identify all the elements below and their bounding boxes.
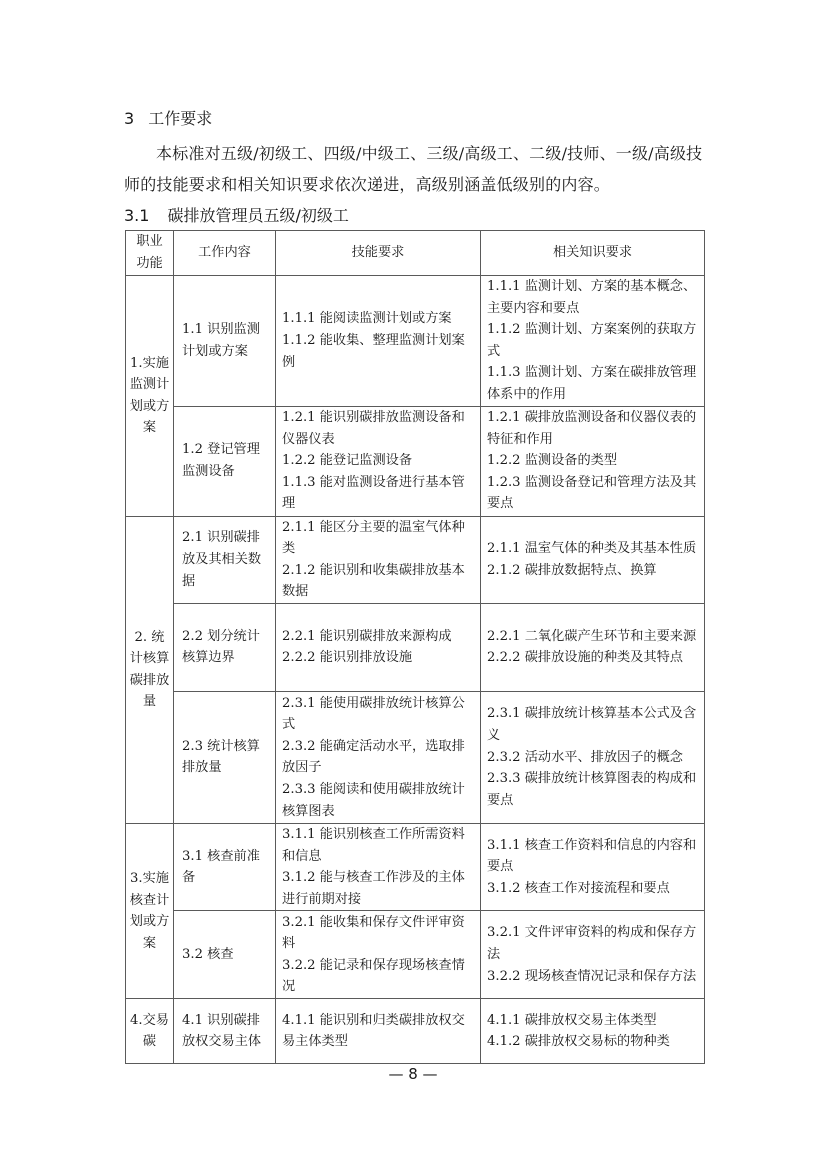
knowledge-requirements-cell	[481, 823, 705, 910]
skill-requirements-cell	[276, 276, 481, 407]
subsection-heading	[124, 203, 349, 226]
skill-requirements-cell	[276, 911, 481, 999]
requirement-line: 2.2.2 能识别排放设施	[282, 650, 413, 666]
skill-requirements-cell	[276, 999, 481, 1064]
table-row	[126, 823, 705, 910]
work-content-cell: 2.3 统计核算排放量	[174, 691, 276, 823]
requirement-line: 2.3.3 碳排放统计核算图表的构成和要点	[487, 771, 697, 808]
requirement-line: 3.1.2 核查工作对接流程和要点	[487, 880, 670, 896]
requirement-line: 2.3.2 活动水平、排放因子的概念	[487, 749, 683, 765]
requirement-line: 2.1.2 能识别和收集碳排放基本数据	[282, 562, 465, 600]
skill-requirements-cell	[276, 603, 481, 691]
work-content-cell: 2.2 划分统计核算边界	[174, 603, 276, 691]
requirement-line: 3.1.2 能与核查工作涉及的主体进行前期对接	[282, 870, 465, 907]
function-cell: 2. 统计核算碳排放量	[126, 516, 174, 823]
requirement-line: 4.1.2 碳排放权交易标的物种类	[487, 1034, 670, 1050]
requirement-line: 2.1.1 能区分主要的温室气体种类	[282, 519, 465, 557]
knowledge-requirements-cell	[481, 516, 705, 603]
knowledge-requirements-cell	[481, 999, 705, 1064]
function-cell: 1.实施监测计划或方案	[126, 276, 174, 517]
table-header-row	[126, 231, 705, 276]
skill-requirements-cell	[276, 406, 481, 516]
table-row	[126, 691, 705, 823]
requirement-line: 3.1.1 核查工作资料和信息的内容和要点	[487, 837, 697, 875]
table-row	[126, 999, 705, 1064]
requirement-line: 3.2.2 能记录和保存现场核查情况	[282, 957, 465, 995]
requirement-line: 2.3.3 能阅读和使用碳排放统计核算图表	[282, 782, 465, 819]
requirement-line: 3.2.1 能收集和保存文件评审资料	[282, 914, 465, 952]
work-content-cell: 1.1 识别监测计划或方案	[174, 276, 276, 407]
page-number: — 8 —	[388, 1065, 438, 1083]
header-skills: 技能要求	[276, 231, 481, 276]
knowledge-requirements-cell	[481, 691, 705, 823]
skill-requirements-cell	[276, 516, 481, 603]
requirement-line: 2.2.2 碳排放设施的种类及其特点	[487, 650, 683, 666]
requirement-line: 4.1.1 碳排放权交易主体类型	[487, 1012, 657, 1028]
requirement-line: 1.1.1 监测计划、方案的基本概念、主要内容和要点	[487, 279, 697, 316]
table-row	[126, 603, 705, 691]
requirement-line: 2.3.1 碳排放统计核算基本公式及含义	[487, 706, 697, 744]
requirement-line: 2.3.2 能确定活动水平，选取排放因子	[282, 738, 465, 776]
function-cell: 3.实施核查计划或方案	[126, 823, 174, 998]
requirement-line: 2.1.2 碳排放数据特点、换算	[487, 562, 657, 578]
requirement-line: 3.1.1 能识别核查工作所需资料和信息	[282, 826, 465, 864]
section-number: 3	[124, 109, 135, 128]
skill-requirements-cell	[276, 691, 481, 823]
subsection-title: 碳排放管理员五级/初级工	[167, 206, 349, 225]
function-cell: 4.交易碳	[126, 999, 174, 1064]
intro-paragraph: 本标准对五级/初级工、四级/中级工、三级/高级工、二级/技师、一级/高级技师的技能要求和相关知识要求依次递进，高级别涵盖低级别的内容。	[124, 144, 703, 194]
work-content-cell: 3.1 核查前准备	[174, 823, 276, 910]
requirement-line: 1.1.2 监测计划、方案案例的获取方式	[487, 322, 697, 359]
work-content-cell: 1.2 登记管理监测设备	[174, 406, 276, 516]
knowledge-requirements-cell	[481, 276, 705, 407]
requirement-line: 1.1.2 能收集、整理监测计划案例	[282, 332, 465, 370]
requirement-line: 3.2.2 现场核查情况记录和保存方法	[487, 968, 697, 984]
requirement-line: 2.2.1 能识别碳排放来源构成	[282, 628, 452, 644]
subsection-number: 3.1	[124, 206, 150, 225]
section-heading	[124, 106, 212, 129]
requirement-line: 1.2.2 监测设备的类型	[487, 453, 618, 469]
work-content-cell: 2.1 识别碳排放及其相关数据	[174, 516, 276, 603]
table-row	[126, 516, 705, 603]
work-content-cell: 4.1 识别碳排放权交易主体	[174, 999, 276, 1064]
requirement-line: 1.1.3 能对监测设备进行基本管理	[282, 474, 465, 512]
requirements-table	[125, 230, 705, 1064]
requirement-line: 2.2.1 二氧化碳产生环节和主要来源	[487, 628, 697, 644]
section-title: 工作要求	[148, 109, 213, 128]
requirement-line: 1.2.3 监测设备登记和管理方法及其要点	[487, 474, 697, 512]
table-row	[126, 406, 705, 516]
table-row	[126, 276, 705, 407]
requirement-line: 1.1.3 监测计划、方案在碳排放管理体系中的作用	[487, 365, 697, 402]
header-knowledge: 相关知识要求	[481, 231, 705, 276]
requirement-line: 1.2.1 碳排放监测设备和仪器仪表的特征和作用	[487, 410, 697, 447]
requirement-line: 1.1.1 能阅读监测计划或方案	[282, 311, 452, 327]
requirement-line: 3.2.1 文件评审资料的构成和保存方法	[487, 925, 697, 963]
requirement-line: 2.1.1 温室气体的种类及其基本性质	[487, 541, 697, 557]
skill-requirements-cell	[276, 823, 481, 910]
header-function: 职业功能	[126, 231, 174, 276]
requirement-line: 2.3.1 能使用碳排放统计核算公式	[282, 695, 465, 733]
requirement-line: 1.2.1 能识别碳排放监测设备和仪器仪表	[282, 410, 465, 447]
requirement-line: 1.2.2 能登记监测设备	[282, 453, 413, 469]
knowledge-requirements-cell	[481, 406, 705, 516]
header-work: 工作内容	[174, 231, 276, 276]
knowledge-requirements-cell	[481, 603, 705, 691]
work-content-cell: 3.2 核查	[174, 911, 276, 999]
knowledge-requirements-cell	[481, 911, 705, 999]
requirement-line: 4.1.1 能识别和归类碳排放权交易主体类型	[282, 1012, 465, 1050]
table-row	[126, 911, 705, 999]
